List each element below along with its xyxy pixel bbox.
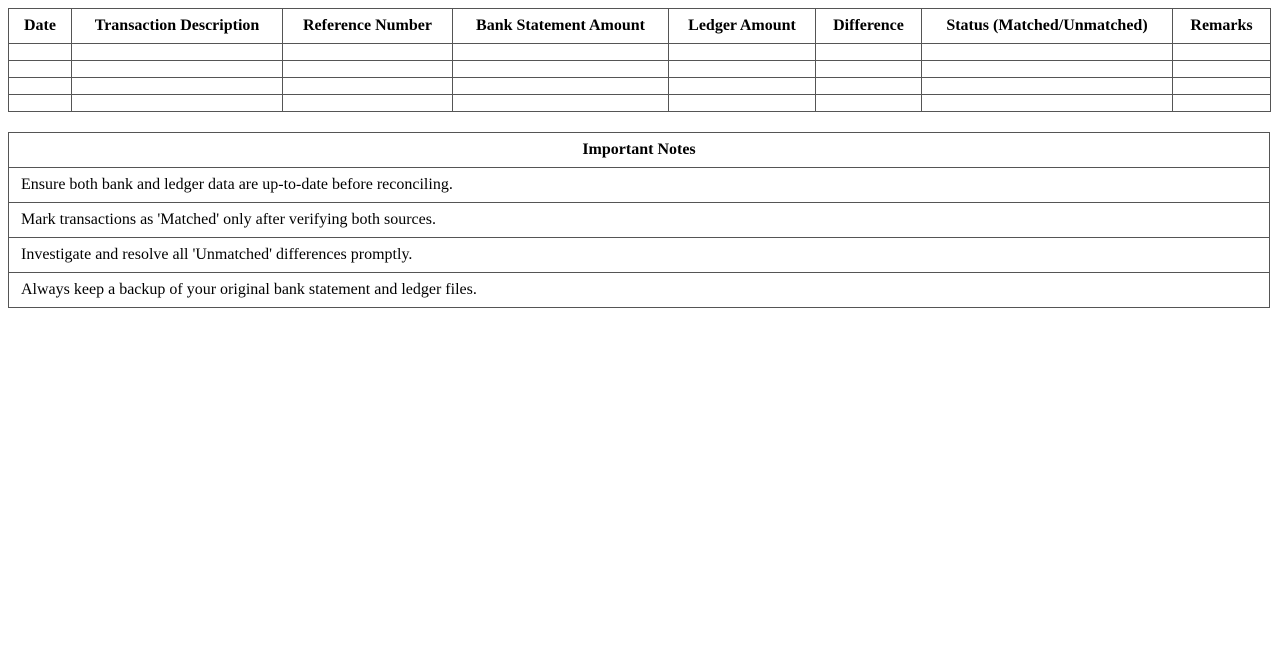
table-cell[interactable] <box>283 44 453 61</box>
table-cell[interactable] <box>669 61 816 78</box>
table-cell[interactable] <box>453 61 669 78</box>
note-row <box>9 238 1270 273</box>
table-row <box>9 78 1271 95</box>
table-cell[interactable] <box>922 78 1173 95</box>
column-header-transaction-description: Transaction Description <box>72 9 283 44</box>
table-row <box>9 95 1271 112</box>
column-header-difference: Difference <box>816 9 922 44</box>
reconciliation-table-body <box>9 44 1271 112</box>
table-cell[interactable] <box>669 78 816 95</box>
table-cell[interactable] <box>283 61 453 78</box>
table-cell[interactable] <box>1173 44 1271 61</box>
table-cell[interactable] <box>9 78 72 95</box>
table-cell[interactable] <box>72 78 283 95</box>
table-cell[interactable] <box>1173 61 1271 78</box>
notes-header-row <box>9 133 1270 168</box>
table-cell[interactable] <box>816 78 922 95</box>
table-cell[interactable] <box>9 61 72 78</box>
table-cell[interactable] <box>283 95 453 112</box>
table-header-row <box>9 9 1271 44</box>
note-item: Ensure both bank and ledger data are up-to-date before reconciling. <box>9 168 1270 203</box>
table-cell[interactable] <box>72 95 283 112</box>
table-cell[interactable] <box>669 95 816 112</box>
notes-title: Important Notes <box>9 133 1270 168</box>
table-row <box>9 44 1271 61</box>
important-notes-table <box>8 132 1270 308</box>
table-cell[interactable] <box>283 78 453 95</box>
table-cell[interactable] <box>453 44 669 61</box>
table-cell[interactable] <box>816 95 922 112</box>
table-cell[interactable] <box>9 44 72 61</box>
reconciliation-table <box>8 8 1271 112</box>
table-cell[interactable] <box>72 44 283 61</box>
note-row <box>9 203 1270 238</box>
note-item: Always keep a backup of your original bank statement and ledger files. <box>9 273 1270 308</box>
column-header-date: Date <box>9 9 72 44</box>
column-header-status: Status (Matched/Unmatched) <box>922 9 1173 44</box>
table-cell[interactable] <box>922 61 1173 78</box>
column-header-reference-number: Reference Number <box>283 9 453 44</box>
table-cell[interactable] <box>816 44 922 61</box>
column-header-bank-statement-amount: Bank Statement Amount <box>453 9 669 44</box>
table-cell[interactable] <box>922 44 1173 61</box>
column-header-remarks: Remarks <box>1173 9 1271 44</box>
table-cell[interactable] <box>816 61 922 78</box>
note-item: Mark transactions as 'Matched' only after verifying both sources. <box>9 203 1270 238</box>
table-cell[interactable] <box>1173 78 1271 95</box>
table-cell[interactable] <box>453 95 669 112</box>
table-cell[interactable] <box>669 44 816 61</box>
table-cell[interactable] <box>922 95 1173 112</box>
table-cell[interactable] <box>9 95 72 112</box>
table-cell[interactable] <box>72 61 283 78</box>
column-header-ledger-amount: Ledger Amount <box>669 9 816 44</box>
note-item: Investigate and resolve all 'Unmatched' differences promptly. <box>9 238 1270 273</box>
note-row <box>9 168 1270 203</box>
table-cell[interactable] <box>1173 95 1271 112</box>
note-row <box>9 273 1270 308</box>
table-cell[interactable] <box>453 78 669 95</box>
table-row <box>9 61 1271 78</box>
